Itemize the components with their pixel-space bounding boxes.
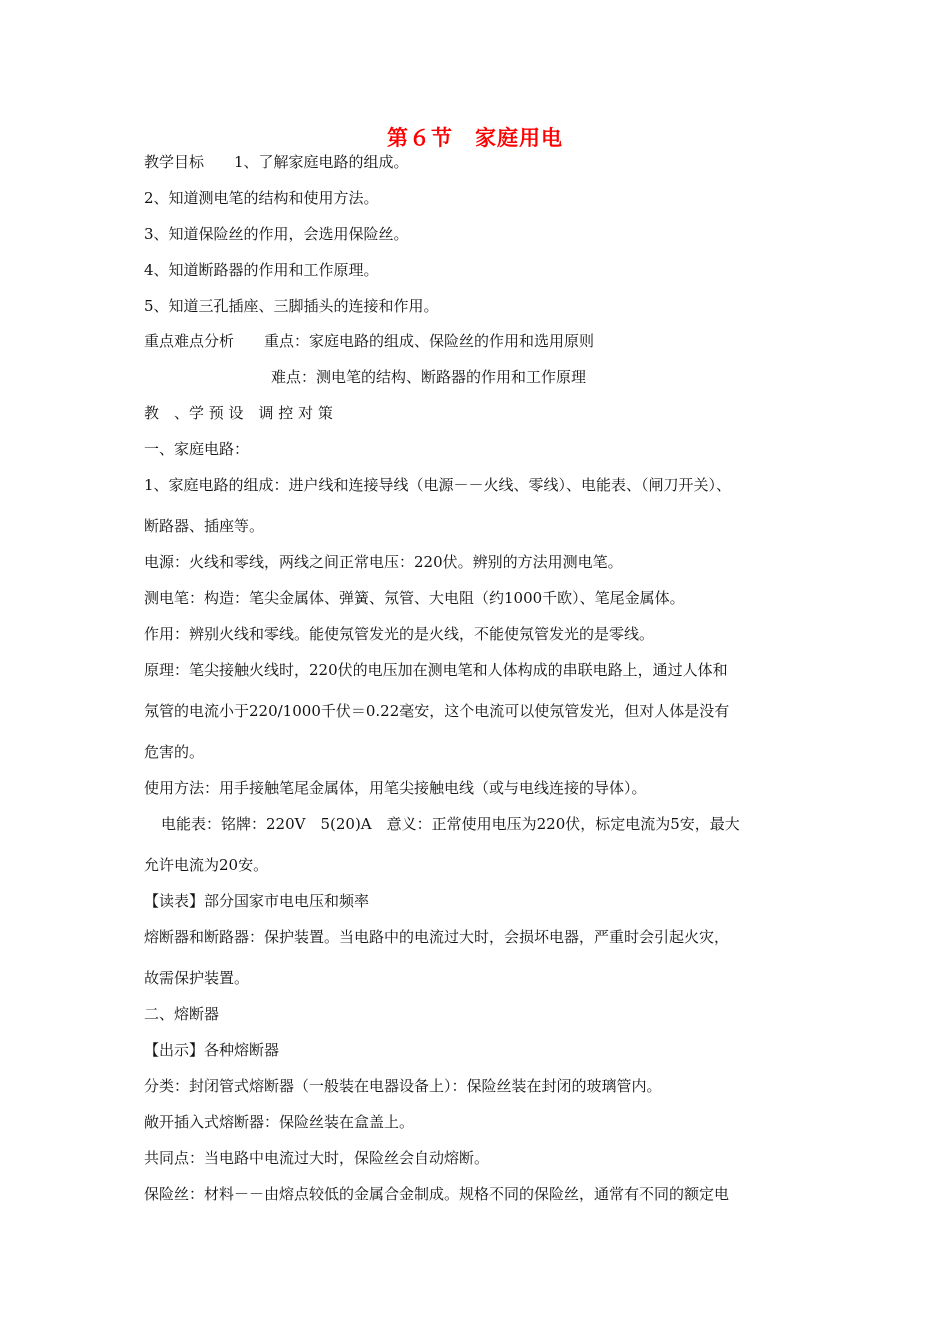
text-line: 2、知道测电笔的结构和使用方法。 xyxy=(144,189,379,207)
text-line: 【出示】各种熔断器 xyxy=(144,1041,280,1059)
text-line: 电源：火线和零线，两线之间正常电压：220伏。辨别的方法用测电笔。 xyxy=(144,553,623,571)
text-line: 5、知道三孔插座、三脚插头的连接和作用。 xyxy=(144,297,439,315)
text-line: 分类：封闭管式熔断器（一般装在电器设备上）：保险丝装在封闭的玻璃管内。 xyxy=(144,1077,662,1095)
text-line: 故需保护装置。 xyxy=(144,969,250,987)
text-line: 电能表：铭牌：220V 5(20)A 意义：正常使用电压为220伏，标定电流为5安，最大 xyxy=(161,815,740,833)
text-line: 断路器、插座等。 xyxy=(144,517,265,535)
text-line: 重点难点分析 重点：家庭电路的组成、保险丝的作用和选用原则 xyxy=(144,332,595,350)
text-line: 危害的。 xyxy=(144,743,205,761)
text-line: 作用：辨别火线和零线。能使氖管发光的是火线，不能使氖管发光的是零线。 xyxy=(144,625,655,643)
text-line: 难点：测电笔的结构、断路器的作用和工作原理 xyxy=(271,368,587,386)
text-line: 保险丝：材料－－由熔点较低的金属合金制成。规格不同的保险丝，通常有不同的额定电 xyxy=(144,1185,730,1203)
section-heading: 一、家庭电路： xyxy=(144,440,250,458)
text-line: 3、知道保险丝的作用，会选用保险丝。 xyxy=(144,225,409,243)
text-line: 1、家庭电路的组成：进户线和连接导线（电源－－火线、零线）、电能表、（闸刀开关）、 xyxy=(144,476,732,494)
text-line: 测电笔：构造：笔尖金属体、弹簧、氖管、大电阻（约1000千欧）、笔尾金属体。 xyxy=(144,589,685,607)
text-line: 教 、学 预 设 调 控 对 策 xyxy=(144,404,333,422)
text-line: 熔断器和断路器：保护装置。当电路中的电流过大时，会损坏电器，严重时会引起火灾， xyxy=(144,928,730,946)
section-heading: 二、熔断器 xyxy=(144,1005,220,1023)
text-line: 共同点：当电路中电流过大时，保险丝会自动熔断。 xyxy=(144,1149,490,1167)
text-line: 原理：笔尖接触火线时，220伏的电压加在测电笔和人体构成的串联电路上，通过人体和 xyxy=(144,661,728,679)
text-line: 使用方法：用手接触笔尾金属体，用笔尖接触电线（或与电线连接的导体）。 xyxy=(144,779,647,797)
page-title: 第６节 家庭用电 xyxy=(387,126,563,150)
text-line: 敞开插入式熔断器：保险丝装在盒盖上。 xyxy=(144,1113,415,1131)
text-line: 4、知道断路器的作用和工作原理。 xyxy=(144,261,379,279)
text-line: 【读表】部分国家市电电压和频率 xyxy=(144,892,370,910)
text-line: 氖管的电流小于220/1000千伏＝0.22毫安，这个电流可以使氖管发光，但对人体是没有 xyxy=(144,702,730,720)
text-line: 教学目标 1、了解家庭电路的组成。 xyxy=(144,153,409,171)
text-line: 允许电流为20安。 xyxy=(144,856,269,874)
